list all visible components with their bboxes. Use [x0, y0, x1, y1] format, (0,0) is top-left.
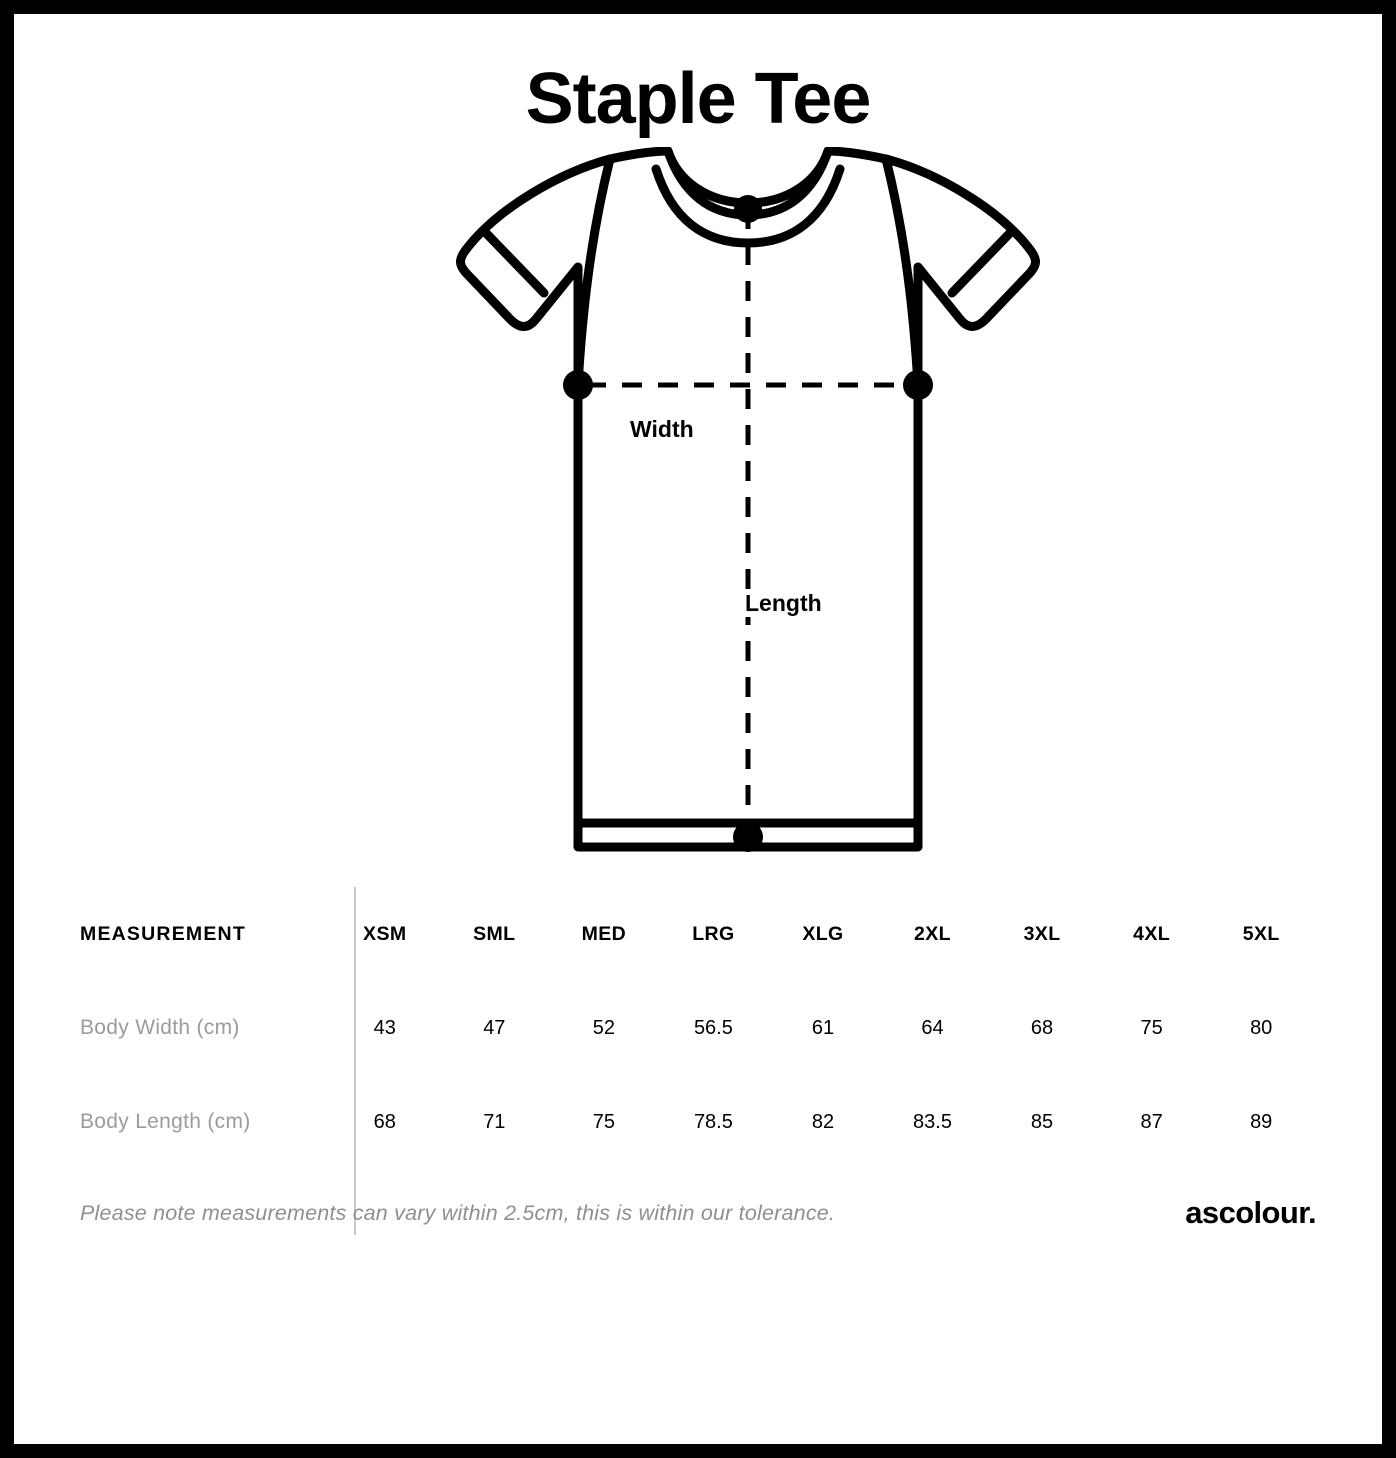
cell-body-width-xsm: 43 [373, 1016, 396, 1039]
column-header-size: XLG [802, 922, 844, 945]
cell-body-length-4xl: 87 [1140, 1110, 1163, 1133]
column-header-size: 5XL [1242, 922, 1280, 945]
column-header-size: SML [473, 922, 516, 945]
table-header-row [80, 887, 1316, 981]
cell-body-length-2xl: 83.5 [913, 1110, 952, 1133]
sheet-footer [14, 1195, 1382, 1231]
size-chart-sheet [14, 14, 1382, 1444]
measurements-table [80, 887, 1316, 1169]
column-header-measurement: MEASUREMENT [80, 922, 246, 945]
column-header-size: LRG [692, 922, 735, 945]
table-divider [354, 887, 356, 1235]
table-row [80, 981, 1316, 1075]
length-label: Length [737, 590, 830, 617]
measurements-table-zone [14, 887, 1382, 1169]
cell-body-width-2xl: 64 [921, 1016, 944, 1039]
cell-body-width-sml: 47 [483, 1016, 506, 1039]
cell-body-length-med: 75 [592, 1110, 615, 1133]
row-label-body-width: Body Width (cm) [80, 1016, 240, 1040]
cell-body-width-lrg: 56.5 [693, 1016, 733, 1039]
column-header-size: XSM [363, 922, 407, 945]
garment-diagram [14, 147, 1382, 887]
cell-body-length-5xl: 89 [1250, 1110, 1273, 1133]
column-header-size: 4XL [1133, 922, 1171, 945]
cell-body-width-xlg: 61 [811, 1016, 835, 1039]
cell-body-width-5xl: 80 [1250, 1016, 1273, 1039]
cell-body-width-3xl: 68 [1030, 1016, 1054, 1039]
row-label-body-length: Body Length (cm) [80, 1110, 251, 1134]
tolerance-note: Please note measurements can vary within 2.5cm, this is within our tolerance. [80, 1200, 836, 1225]
page-title: Staple Tee [525, 59, 871, 139]
column-header-size: MED [581, 922, 627, 945]
column-header-size: 3XL [1023, 922, 1061, 945]
table-row [80, 1075, 1316, 1169]
tshirt-outline-icon [338, 147, 1058, 877]
cell-body-length-3xl: 85 [1030, 1110, 1054, 1133]
cell-body-length-xsm: 68 [373, 1110, 396, 1133]
cell-body-width-med: 52 [592, 1016, 615, 1039]
cell-body-length-sml: 71 [483, 1110, 506, 1133]
cell-body-length-xlg: 82 [811, 1110, 835, 1133]
cell-body-length-lrg: 78.5 [693, 1110, 733, 1133]
width-label: Width [622, 416, 702, 443]
cell-body-width-4xl: 75 [1140, 1016, 1163, 1039]
brand-logo: ascolour. [1185, 1195, 1316, 1231]
column-header-size: 2XL [914, 922, 951, 945]
